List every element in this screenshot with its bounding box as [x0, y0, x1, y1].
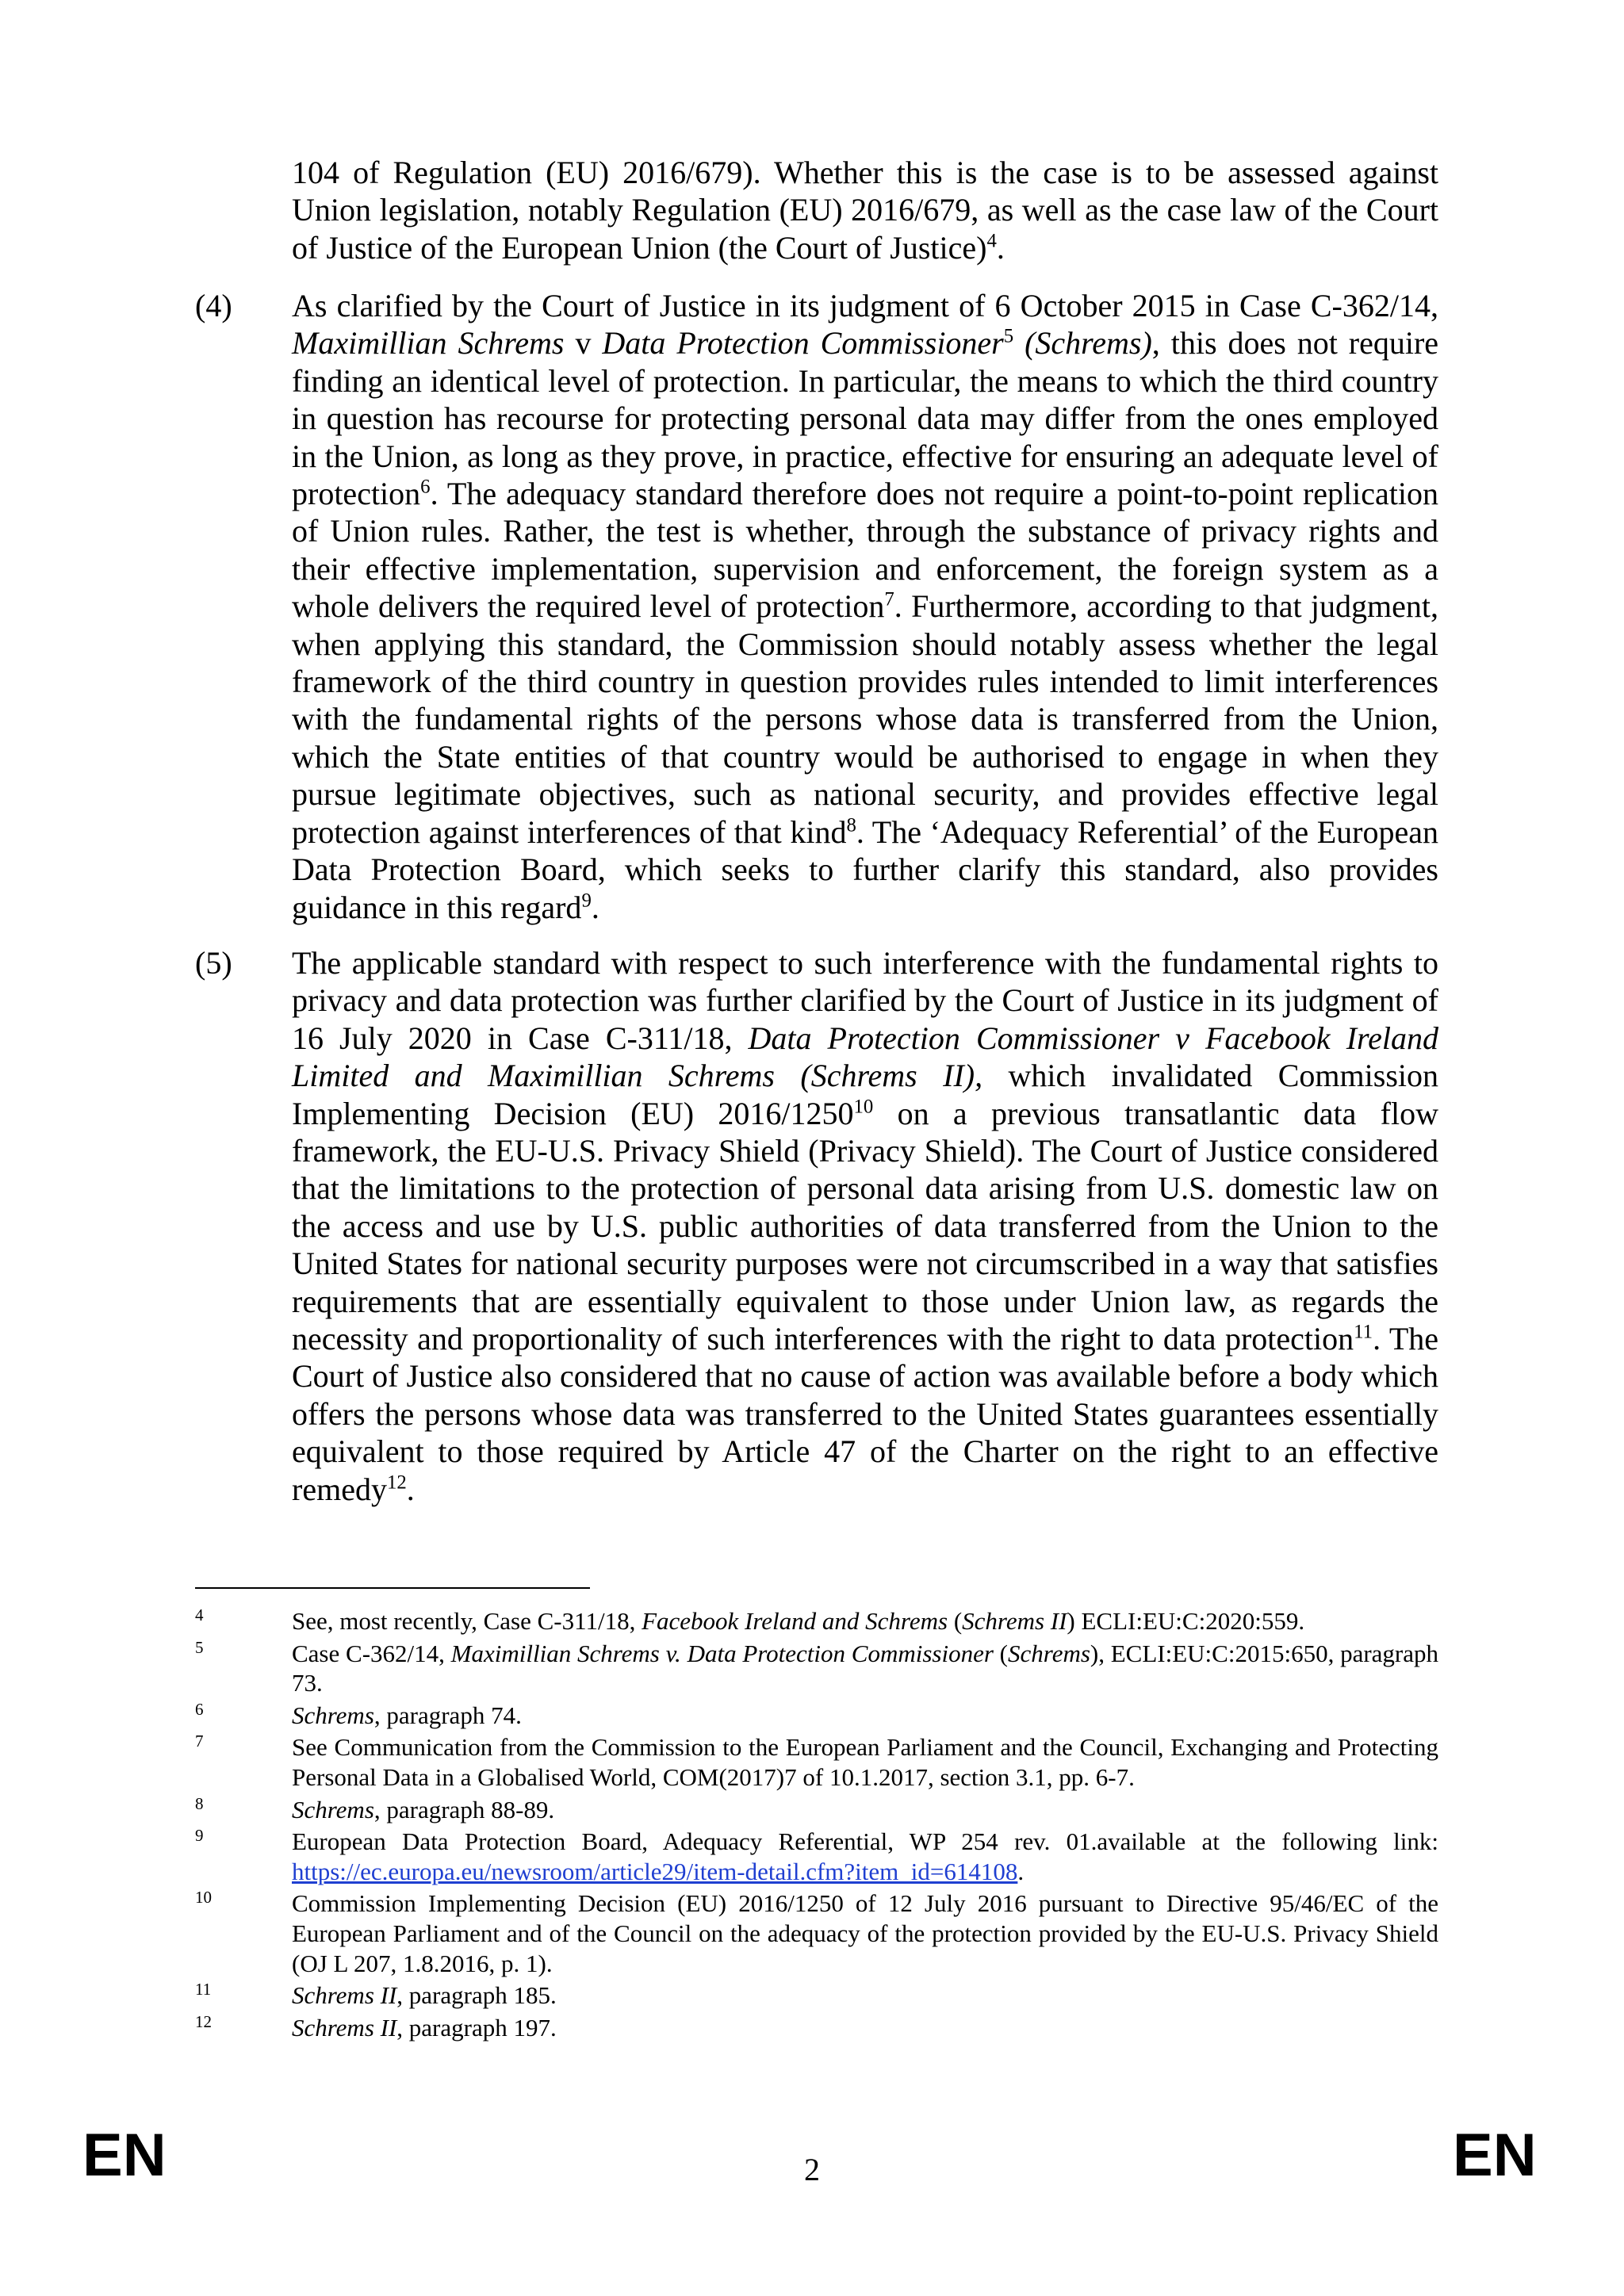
page-number: 2: [804, 2152, 820, 2187]
footnote-reference: 11: [1354, 1321, 1373, 1343]
text-run: ), ECLI:EU:C:2015:650, paragraph 73.: [292, 1639, 1438, 1697]
italic-text: Schrems II: [292, 1981, 397, 2010]
text-run: . The adequacy standard therefore does not require a point-to-point replication of Union rules. Rather, the test is whether, through the substance of privacy rights and their effective implementation, supervision and enforcement, the foreign system as a whole delivers the required level of protection: [292, 476, 1438, 625]
footnote-reference: 4: [986, 230, 997, 252]
footnote-text: [292, 1607, 1304, 1635]
footnote-text: [292, 1701, 522, 1729]
text-run: on a previous transatlantic data flow framework, the EU-U.S. Privacy Shield (Privacy Shield). The Court of Justice considered that the limitations to the protection of personal data arising from U.S. domestic law on the access and use by U.S. public authorities of data transferred from the Union to the United States for national security purposes were not circumscribed in a way that satisfies requirements that are essentially equivalent to those under Union law, as regards the necessity and proportionality of such interferences with the right to data protection: [292, 1095, 1438, 1357]
footnote-9: [195, 1827, 1438, 1886]
text-run: ) ECLI:EU:C:2020:559.: [1067, 1607, 1305, 1635]
paragraph-text: [292, 287, 1438, 926]
paragraph-continuation: [292, 154, 1438, 266]
text-run: , paragraph 185.: [396, 1981, 557, 2010]
footnote-6: [195, 1701, 1438, 1731]
footnote-5: [195, 1639, 1438, 1698]
footnote-reference: 9: [581, 890, 592, 912]
text-run: .: [996, 229, 1005, 266]
footnote-12: [195, 2013, 1438, 2043]
footnote-7: [195, 1732, 1438, 1792]
italic-text: Maximillian Schrems v. Data Protection Commissioner: [450, 1639, 994, 1667]
paragraph-text: [292, 154, 1438, 266]
footnote-number: 11: [195, 1980, 212, 1999]
footnote-reference: 5: [1003, 326, 1014, 348]
italic-text: Schrems: [1008, 1639, 1090, 1667]
language-marker-left: EN: [82, 2122, 167, 2189]
footnote-8: [195, 1795, 1438, 1825]
footnote-text: [292, 1640, 1438, 1697]
text-run: (: [948, 1607, 963, 1635]
footnote-10: [195, 1888, 1438, 1978]
text-run: .: [1017, 1857, 1025, 1885]
footnote-number: 12: [195, 2011, 212, 2031]
text-run: , paragraph 74.: [373, 1701, 522, 1729]
text-run: As clarified by the Court of Justice in its judgment of 6 October 2015 in Case C-362/14,: [292, 288, 1438, 323]
text-run: which invalidated Commission Implementing Decision (EU) 2016/1250: [292, 1058, 1439, 1131]
italic-text: Facebook Ireland and Schrems: [642, 1607, 948, 1635]
text-run: 104 of Regulation (EU) 2016/679). Whether this is the case is to be assessed against Union legislation, notably Regulation (EU) 2016/679, as well as the case law of the Court of Justice of the European Union (the Court of Justice): [292, 155, 1438, 266]
footnote-text: [292, 1981, 557, 2009]
text-run: See, most recently, Case C-311/18,: [292, 1607, 642, 1635]
footnote-number: 9: [195, 1826, 204, 1846]
footnote-separator: [195, 1587, 590, 1589]
text-run: . Furthermore, according to that judgment, when applying this standard, the Commission should notably assess whether the legal framework of the third country in question provides rules intended to limit interferences with the fundamental rights of the persons whose data is transferred from the Union, which the State entities of that country would be authorised to engage in when they pursue legitimate objectives, such as national security, and provides effective legal protection against interferences of that kind: [292, 588, 1438, 850]
text-run: v: [564, 325, 603, 362]
footnote-number: 6: [195, 1699, 204, 1719]
paragraph-5: [292, 944, 1438, 1508]
paragraph-4: [292, 287, 1438, 926]
footnote-reference: 6: [420, 476, 431, 498]
footnotes: [195, 1606, 1438, 2045]
footnote-4: [195, 1606, 1438, 1636]
footnote-reference: 12: [386, 1471, 407, 1494]
italic-text: Schrems: [292, 1701, 374, 1729]
text-run: , paragraph 88-89.: [373, 1795, 555, 1823]
text-run: .: [406, 1471, 415, 1507]
footnote-number: 10: [195, 1888, 212, 1908]
italic-text: (Schrems): [1013, 325, 1152, 362]
text-run: Commission Implementing Decision (EU) 2016/1250 of 12 July 2016 pursuant to Directive 95/46/EC of the European Parliament and of the Council on the adequacy of the protection provided by the EU-U.S. Privacy Shield (OJ L 207, 1.8.2016, p. 1).: [292, 1889, 1438, 1977]
text-run: European Data Protection Board, Adequacy Referential, WP 254 rev. 01.available at the following link:: [292, 1827, 1438, 1856]
footnote-reference: 8: [846, 814, 856, 836]
footnote-number: 4: [195, 1605, 204, 1624]
italic-text: Schrems II: [292, 2013, 397, 2042]
text-run: The applicable standard with respect to such interference with the fundamental rights to privacy and data protection was further clarified by the Court of Justice in its judgment of 16 July 2020 in Case C-311/18,: [292, 945, 1438, 1056]
footnote-text: [292, 1827, 1438, 1885]
paragraph-number-5: (5): [195, 945, 232, 981]
paragraph-number-4: (4): [195, 288, 232, 323]
footnote-11: [195, 1980, 1438, 2011]
italic-text: Data Protection Commissioner: [602, 325, 1004, 362]
footnote-number: 7: [195, 1732, 204, 1751]
footnote-text: [292, 1889, 1438, 1976]
footnote-reference: 10: [853, 1096, 874, 1118]
italic-text: Maximillian Schrems: [292, 325, 565, 362]
footnote-reference: 7: [884, 588, 894, 610]
italic-text: Schrems II: [962, 1607, 1067, 1635]
footnote-text: [292, 1733, 1438, 1791]
italic-text: Data Protection Commissioner v Facebook Ireland Limited and Maximillian Schrems (Schrems II),: [292, 1020, 1438, 1094]
text-run: . The ‘Adequacy Referential’ of the European Data Protection Board, which seeks to further clarify this standard, also provides guidance in this regard: [292, 813, 1438, 925]
text-run: See Communication from the Commission to the European Parliament and the Council, Exchanging and Protecting Personal Data in a Globalised World, COM(2017)7 of 10.1.2017, section 3.1, pp. 6-7.: [292, 1733, 1438, 1791]
text-run: , this does not require finding an identical level of protection. In particular, the means to which the third country in question has recourse for protecting personal data may differ from the ones employed in the Union, as long as they prove, in practice, effective for ensuring an adequate level of protection: [292, 325, 1439, 512]
footnote-number: 5: [195, 1637, 204, 1657]
italic-text: Schrems: [292, 1795, 374, 1823]
text-run: (: [993, 1639, 1009, 1667]
text-run: .: [591, 889, 599, 925]
text-run: Case C-362/14,: [292, 1639, 451, 1667]
hyperlink[interactable]: https://ec.europa.eu/newsroom/article29/item-detail.cfm?item_id=614108: [292, 1857, 1018, 1885]
footnote-text: [292, 2014, 557, 2042]
paragraph-text: [292, 944, 1438, 1508]
language-marker-right: EN: [1453, 2122, 1537, 2189]
footnote-text: [292, 1796, 554, 1823]
text-run: , paragraph 197.: [396, 2013, 557, 2042]
text-run: . The Court of Justice also considered that no cause of action was available before a body which offers the persons whose data was transferred to the United States guarantees essentially equivalent to those required by Article 47 of the Charter on the right to an effective remedy: [292, 1321, 1439, 1507]
footnote-number: 8: [195, 1793, 204, 1813]
